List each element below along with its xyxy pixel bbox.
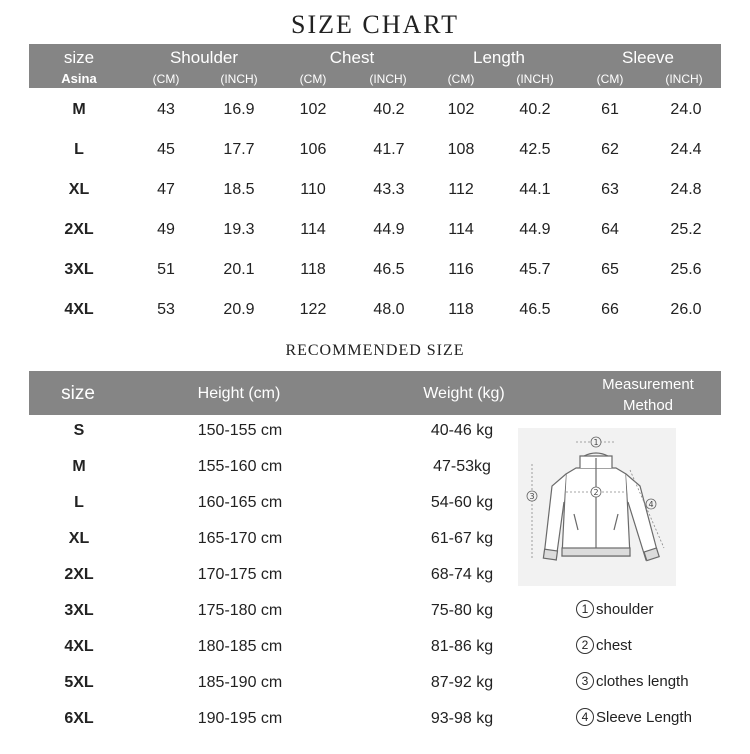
rec-weight: 40-46 kg bbox=[430, 422, 494, 439]
rec-height: 155-160 cm bbox=[197, 458, 283, 475]
size-value: 118 bbox=[300, 261, 326, 278]
diagram-mark-4: 4 bbox=[648, 500, 654, 509]
rec-weight: 68-74 kg bbox=[430, 566, 494, 583]
header-chest-inch: (INCH) bbox=[369, 72, 407, 86]
size-value: 24.8 bbox=[670, 181, 702, 198]
rec-weight: 61-67 kg bbox=[430, 530, 494, 547]
size-value: 45 bbox=[157, 141, 175, 158]
rec-header-height: Height (cm) bbox=[197, 385, 281, 402]
size-chart-row bbox=[0, 221, 750, 245]
legend-number-circle: 1 bbox=[576, 600, 594, 618]
size-value: 110 bbox=[300, 181, 326, 198]
size-value: 114 bbox=[300, 221, 326, 238]
size-value: 45.7 bbox=[519, 261, 551, 278]
legend-number-circle: 3 bbox=[576, 672, 594, 690]
size-chart-row bbox=[0, 181, 750, 205]
header-length-cm: (CM) bbox=[447, 72, 475, 86]
header-sleeve-inch: (INCH) bbox=[665, 72, 703, 86]
jacket-drawing bbox=[518, 428, 676, 586]
rec-size-label: 4XL bbox=[64, 638, 94, 655]
size-label: M bbox=[72, 101, 86, 118]
size-value: 112 bbox=[448, 181, 474, 198]
rec-height: 190-195 cm bbox=[197, 710, 283, 727]
size-value: 64 bbox=[601, 221, 619, 238]
size-value: 24.0 bbox=[670, 101, 702, 118]
size-value: 24.4 bbox=[670, 141, 702, 158]
size-value: 46.5 bbox=[519, 301, 551, 318]
rec-height: 150-155 cm bbox=[197, 422, 283, 439]
rec-size-label: M bbox=[72, 458, 86, 475]
size-value: 16.9 bbox=[223, 101, 255, 118]
size-value: 18.5 bbox=[223, 181, 255, 198]
size-value: 106 bbox=[299, 141, 327, 158]
size-chart-row bbox=[0, 301, 750, 325]
size-value: 62 bbox=[601, 141, 619, 158]
diagram-mark-1: 1 bbox=[593, 438, 599, 447]
legend-number-circle: 2 bbox=[576, 636, 594, 654]
header-chest-cm: (CM) bbox=[299, 72, 327, 86]
rec-weight: 81-86 kg bbox=[430, 638, 494, 655]
size-value: 49 bbox=[157, 221, 175, 238]
size-chart-row bbox=[0, 261, 750, 285]
legend-label: shoulder bbox=[596, 601, 654, 618]
size-value: 20.1 bbox=[223, 261, 255, 278]
rec-size-label: XL bbox=[68, 530, 90, 547]
legend-number-circle: 4 bbox=[576, 708, 594, 726]
size-chart-header bbox=[29, 44, 721, 88]
size-value: 118 bbox=[448, 301, 474, 318]
size-value: 116 bbox=[448, 261, 474, 278]
size-value: 122 bbox=[299, 301, 327, 318]
rec-header-size: size bbox=[61, 383, 95, 404]
rec-weight: 93-98 kg bbox=[430, 710, 494, 727]
size-value: 46.5 bbox=[373, 261, 405, 278]
jacket-measurement-diagram bbox=[518, 428, 676, 586]
size-label: XL bbox=[68, 181, 90, 198]
rec-height: 165-170 cm bbox=[197, 530, 283, 547]
size-value: 102 bbox=[447, 101, 475, 118]
size-value: 65 bbox=[601, 261, 619, 278]
size-value: 43 bbox=[157, 101, 175, 118]
size-value: 20.9 bbox=[223, 301, 255, 318]
rec-weight: 87-92 kg bbox=[430, 674, 494, 691]
rec-size-label: 3XL bbox=[64, 602, 94, 619]
legend-label: chest bbox=[596, 637, 632, 654]
rec-header-method bbox=[574, 374, 722, 416]
size-value: 114 bbox=[448, 221, 474, 238]
measurement-legend-item bbox=[576, 636, 632, 654]
header-shoulder: Shoulder bbox=[169, 48, 239, 67]
size-value: 43.3 bbox=[373, 181, 405, 198]
rec-height: 160-165 cm bbox=[197, 494, 283, 511]
rec-weight: 75-80 kg bbox=[430, 602, 494, 619]
header-size: size bbox=[63, 48, 95, 67]
header-shoulder-cm: (CM) bbox=[152, 72, 180, 86]
size-value: 42.5 bbox=[519, 141, 551, 158]
size-value: 17.7 bbox=[223, 141, 255, 158]
diagram-mark-2: 2 bbox=[593, 488, 599, 497]
header-sleeve: Sleeve bbox=[622, 48, 674, 67]
rec-height: 185-190 cm bbox=[197, 674, 283, 691]
size-value: 41.7 bbox=[373, 141, 405, 158]
size-value: 61 bbox=[601, 101, 619, 118]
legend-label: Sleeve Length bbox=[596, 709, 692, 726]
size-value: 47 bbox=[157, 181, 175, 198]
rec-size-label: L bbox=[74, 494, 84, 511]
header-shoulder-inch: (INCH) bbox=[220, 72, 258, 86]
recommended-size-title: RECOMMENDED SIZE bbox=[285, 342, 465, 359]
rec-height: 170-175 cm bbox=[197, 566, 283, 583]
rec-header-weight: Weight (kg) bbox=[423, 385, 505, 402]
legend-label: clothes length bbox=[596, 673, 689, 690]
size-label: L bbox=[74, 141, 84, 158]
size-value: 26.0 bbox=[670, 301, 702, 318]
rec-height: 180-185 cm bbox=[197, 638, 283, 655]
size-value: 53 bbox=[157, 301, 175, 318]
size-value: 40.2 bbox=[373, 101, 405, 118]
size-label: 3XL bbox=[64, 261, 94, 278]
size-chart-row bbox=[0, 141, 750, 165]
size-chart-row bbox=[0, 101, 750, 125]
rec-weight: 47-53kg bbox=[433, 458, 491, 475]
rec-weight: 54-60 kg bbox=[430, 494, 494, 511]
header-length-inch: (INCH) bbox=[516, 72, 554, 86]
size-value: 40.2 bbox=[519, 101, 551, 118]
size-value: 66 bbox=[601, 301, 619, 318]
size-chart-title: SIZE CHART bbox=[291, 10, 459, 39]
size-value: 19.3 bbox=[223, 221, 255, 238]
measurement-legend-item bbox=[576, 672, 689, 690]
header-brand: Asina bbox=[61, 71, 97, 86]
size-value: 25.2 bbox=[670, 221, 702, 238]
measurement-legend-item bbox=[576, 708, 692, 726]
size-value: 63 bbox=[601, 181, 619, 198]
size-value: 44.1 bbox=[519, 181, 551, 198]
rec-size-label: S bbox=[73, 422, 85, 439]
rec-header-method-line1: Measurement bbox=[602, 376, 694, 393]
recommended-row bbox=[0, 638, 750, 662]
rec-header-method-line2: Method bbox=[622, 397, 674, 414]
rec-size-label: 5XL bbox=[64, 674, 94, 691]
header-length: Length bbox=[473, 48, 525, 67]
measurement-legend-item bbox=[576, 600, 654, 618]
size-value: 108 bbox=[447, 141, 475, 158]
rec-size-label: 6XL bbox=[64, 710, 94, 727]
size-label: 2XL bbox=[64, 221, 94, 238]
header-sleeve-cm: (CM) bbox=[596, 72, 624, 86]
recommended-header bbox=[29, 371, 721, 415]
diagram-mark-3: 3 bbox=[529, 492, 535, 501]
size-value: 44.9 bbox=[373, 221, 405, 238]
rec-size-label: 2XL bbox=[64, 566, 94, 583]
size-label: 4XL bbox=[64, 301, 94, 318]
size-value: 25.6 bbox=[670, 261, 702, 278]
size-value: 44.9 bbox=[519, 221, 551, 238]
size-value: 102 bbox=[299, 101, 327, 118]
size-value: 51 bbox=[157, 261, 175, 278]
size-value: 48.0 bbox=[373, 301, 405, 318]
header-chest: Chest bbox=[329, 48, 375, 67]
rec-height: 175-180 cm bbox=[197, 602, 283, 619]
